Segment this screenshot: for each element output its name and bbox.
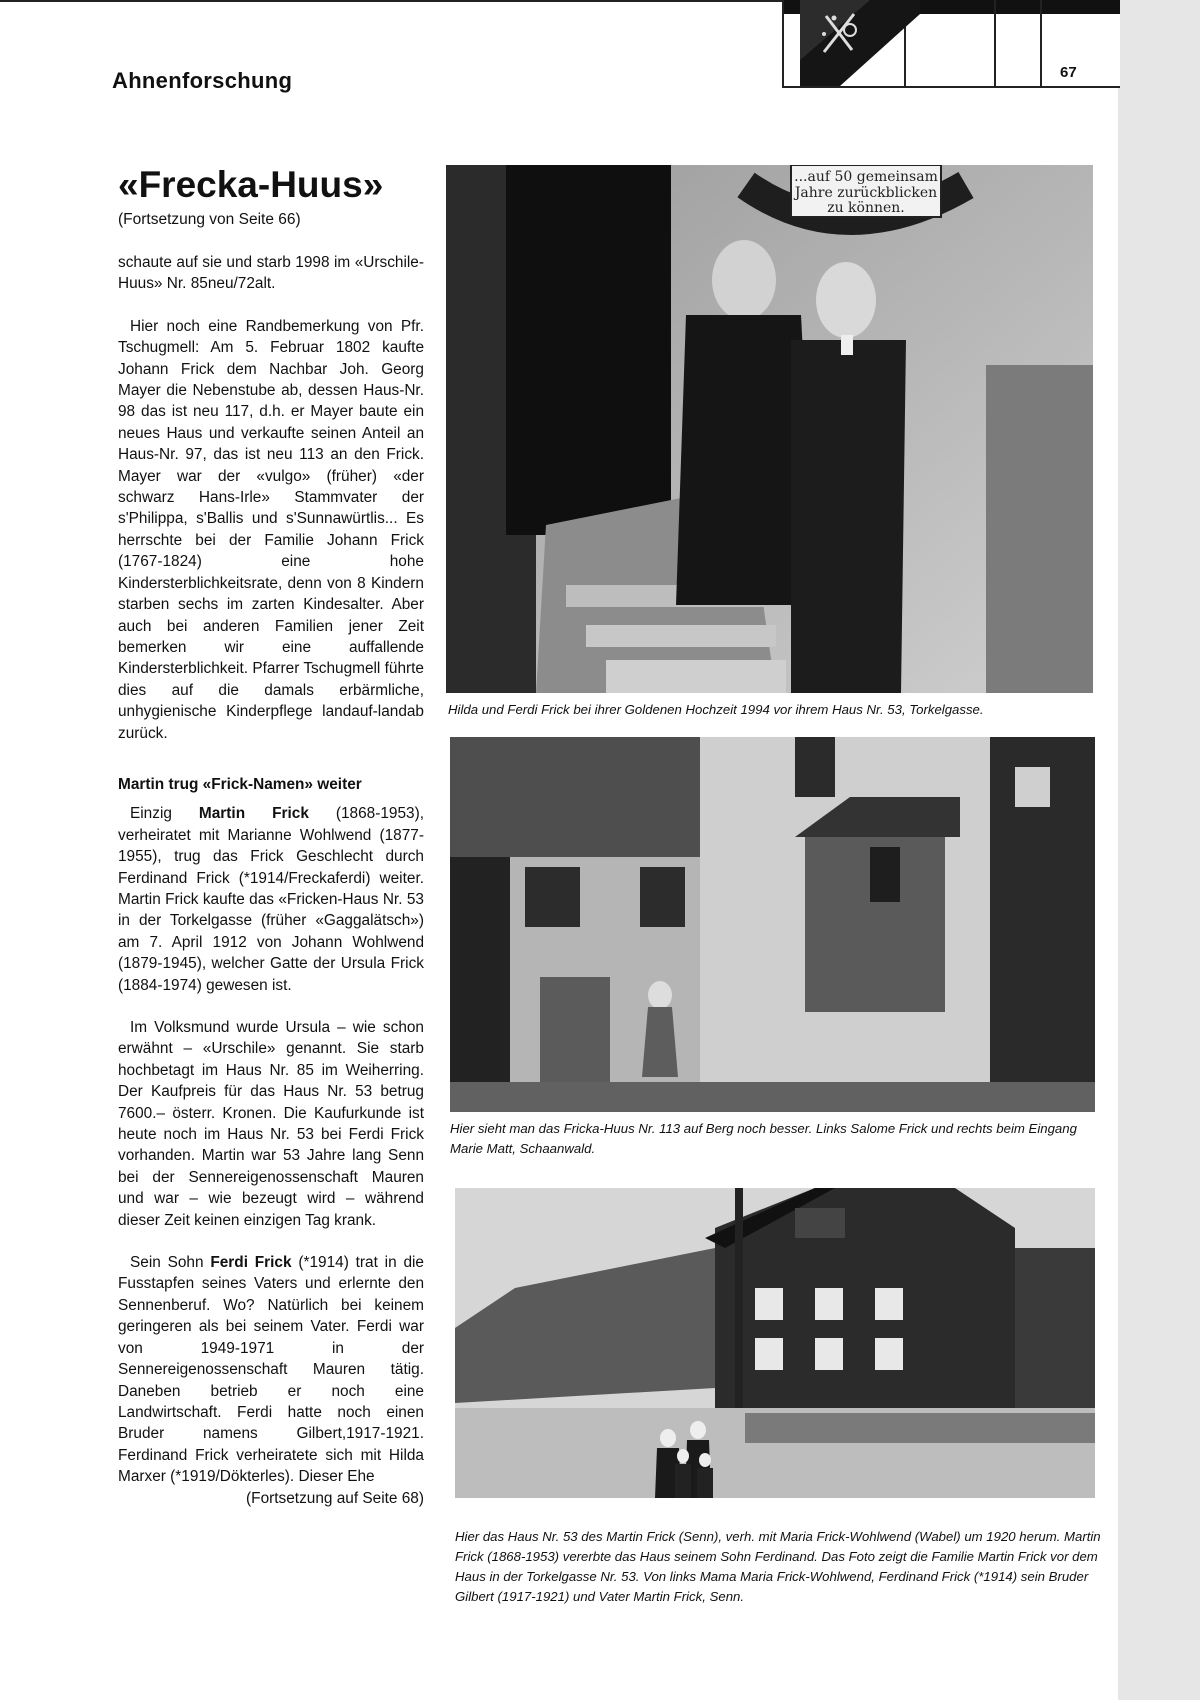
paragraph: Im Volksmund wurde Ursula – wie schon erwähnt – «Urschile» genannt. Sie starb hochbetagt im Haus Nr. 85 im Weiherring. Der Kaufpreis für das Haus Nr. 53 betrug 7600.– österr. Kronen. Die Kaufurkunde ist heute noch im Haus Nr. 53 bei Ferdi Frick vorhanden. Martin war 53 Jahre lang Senn bei der Sennereigenossenschaft Mauren und war – wie bezeugt wird – während dieser Zeit keinen einzigen Tag krank.: [118, 1019, 424, 1229]
paragraph: Einzig Martin Frick (1868-1953), verheiratet mit Marianne Wohlwend (1877-1955), trug das Frick Geschlecht durch Ferdinand Frick (*1914/Freckaferdi) weiter. Martin Frick kaufte das «Fricken-Haus Nr. 53 in der Torkelgasse (früher «Gaggalätsch») am 7. April 1912 von Johann Wohlwend (1879-1945), welcher Gatte der Ursula Frick (1884-1974) gewesen ist.: [118, 805, 424, 994]
crossed-tools-emblem-icon: [800, 0, 920, 86]
photo-caption: Hier sieht man das Fricka-Huus Nr. 113 auf Berg noch besser. Links Salome Frick und rechts beim Eingang Marie Matt, Schaanwald.: [450, 1121, 1077, 1156]
photo-caption: Hilda und Ferdi Frick bei ihrer Goldenen Hochzeit 1994 vor ihrem Haus Nr. 53, Torkelgasse.: [448, 702, 984, 717]
photo-fricka-huus-113: [450, 737, 1095, 1112]
paragraph: schaute auf sie und starb 1998 im «Urschile-Huus» Nr. 85neu/72alt.: [118, 254, 424, 293]
subheading: Martin trug «Frick-Namen» weiter: [118, 775, 362, 793]
section-title: Ahnenforschung: [112, 68, 293, 93]
continued-to-note: (Fortsetzung auf Seite 68): [246, 1489, 424, 1507]
photo-haus-53-1920: [455, 1188, 1095, 1498]
page-margin-gutter: [1118, 0, 1200, 1700]
page-number: 67: [1060, 64, 1077, 81]
top-rule: [0, 0, 782, 2]
article-body: [118, 252, 424, 1509]
photo-caption: Hier das Haus Nr. 53 des Martin Frick (Senn), verh. mit Maria Frick-Wohlwend (Wabel) um 1920 herum. Martin Frick (1868-1953) vererbte das Haus seinem Sohn Ferdinand. Das Foto zeigt die Familie Martin Frick vor dem Haus in der Torkelgasse Nr. 53. Von links Mama Maria Frick-Wohlwend, Ferdinand Frick (*1914) sein Bruder Gilbert (1917-1921) und Vater Martin Frick, Senn.: [455, 1529, 1101, 1604]
svg-text:zu können.: zu können.: [827, 200, 905, 216]
photo-golden-wedding: [446, 165, 1093, 693]
paragraph: Sein Sohn Ferdi Frick (*1914) trat in die Fusstapfen seines Vaters und erlernte den Sennenberuf. Wo? Natürlich bei keinem geringeren als bei seinem Vater. Ferdi war von 1949-1971 in der Sennereigenossenschaft Mauren tätig. Daneben betrieb er noch eine Landwirtschaft. Ferdi hatte noch einen Bruder namens Gilbert,1917-1921. Ferdinand Frick verheiratete sich mit Hilda Marxer (*1919/Dökterles). Dieser Ehe: [118, 1254, 424, 1486]
paragraph: Hier noch eine Randbemerkung von Pfr. Tschugmell: Am 5. Februar 1802 kaufte Johann Frick dem Nachbar Joh. Georg Mayer die Nebenstube ab, dessen Haus-Nr. 98 das ist neu 117, d.h. er Mayer baute ein neues Haus und verkaufte seinen Anteil an Haus-Nr. 97, das ist neu 113 an den Frick. Mayer war der «vulgo» (früher) «der schwarz Hans-Irle» Stammvater der s'Philippa, s'Ballis und s'Sunnawürtlis... Es herrschte bei der Familie Johann Frick (1767-1824) eine hohe Kindersterblichkeitsrate, denn von 8 Kindern starben sechs im zarten Kindesalter. Aber auch bei anderen Familien jener Zeit bemerken wir eine auffallende Kindersterblichkeit. Pfarrer Tschugmell führte dies auf die damals erbärmliche, unhygienische Kinderpflege landauf-landab zurück.: [118, 317, 424, 742]
continued-from-note: (Fortsetzung von Seite 66): [118, 211, 301, 228]
svg-text:...auf 50 gemeinsam: ...auf 50 gemeinsam: [794, 169, 938, 185]
article-title: «Frecka-Huus»: [118, 164, 384, 205]
svg-text:Jahre zurückblicken: Jahre zurückblicken: [794, 185, 938, 201]
